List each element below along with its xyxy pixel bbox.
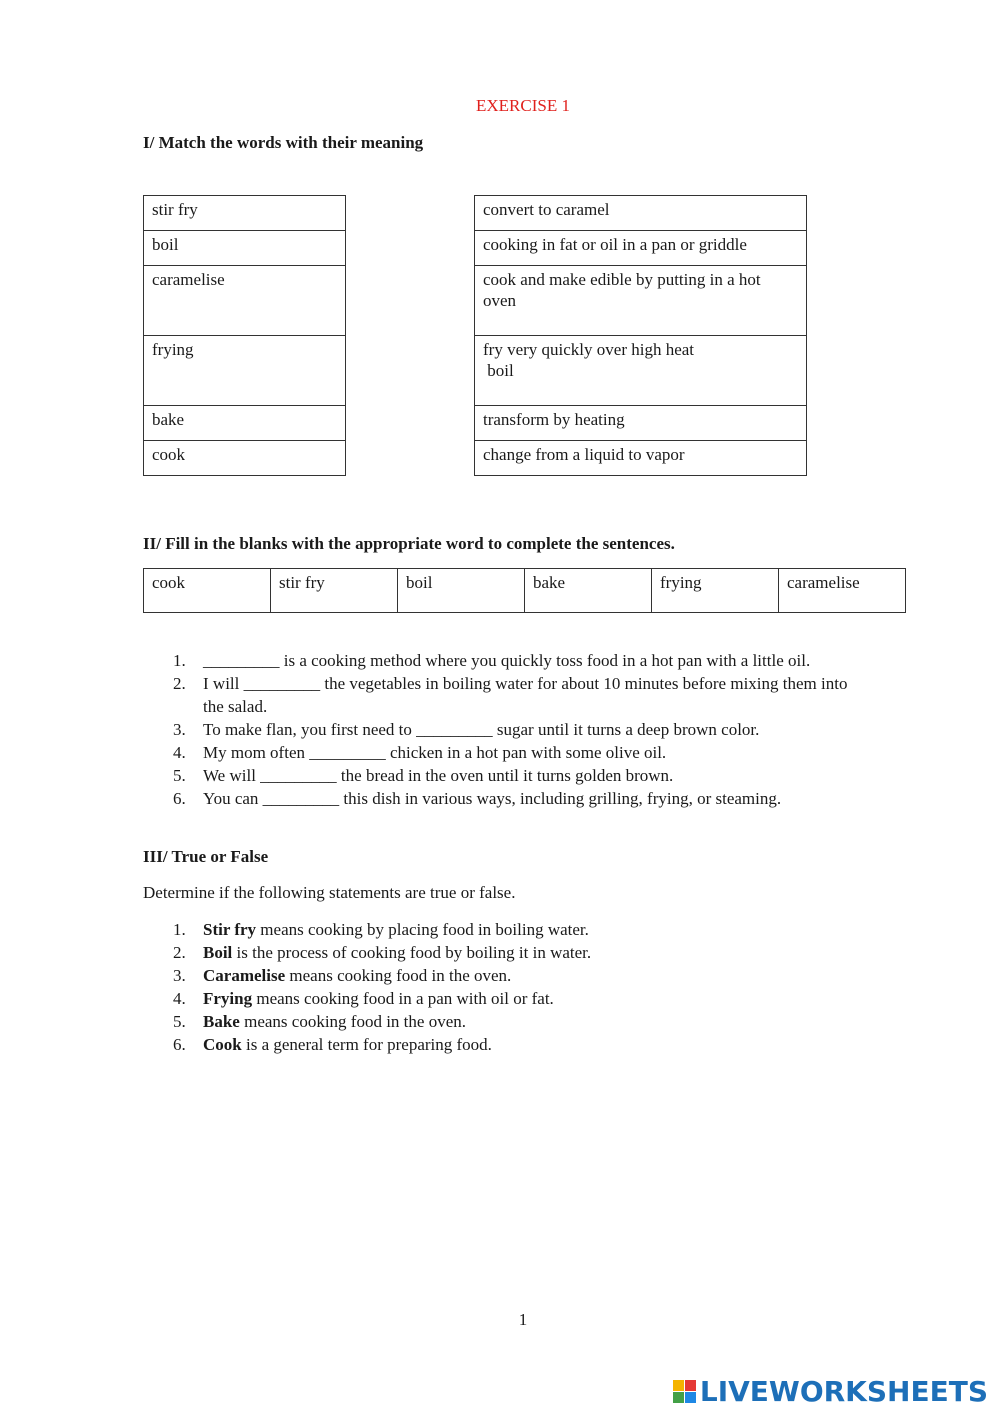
statement-term: Frying	[203, 989, 253, 1008]
word-bank-cell: boil	[398, 569, 525, 613]
liveworksheets-icon	[673, 1380, 696, 1403]
list-item	[143, 1010, 923, 1033]
sentence-text: My mom often _________ chicken in a hot pan with some olive oil.	[203, 743, 667, 762]
meaning-cell	[475, 266, 807, 336]
meaning-cell	[475, 336, 807, 406]
statement-term: Boil	[203, 943, 233, 962]
item-number: 4.	[173, 743, 186, 762]
list-item	[143, 941, 923, 964]
item-number: 2.	[173, 674, 186, 693]
logo-text: LIVEWORKSHEETS	[699, 1375, 988, 1408]
word-bank-table	[143, 568, 906, 613]
meaning-cell	[475, 406, 807, 441]
sentence-text: I will _________ the vegetables in boiling water for about 10 minutes before mixing them into	[203, 674, 848, 693]
statement-text: is the process of cooking food by boiling it in water.	[232, 943, 592, 962]
word-cell: stir fry	[144, 196, 346, 231]
logo-square	[673, 1380, 684, 1391]
statement-text: means cooking food in the oven.	[285, 966, 512, 985]
logo-square	[685, 1380, 696, 1391]
word-cell: boil	[144, 231, 346, 266]
sentence-text: _________ is a cooking method where you quickly toss food in a hot pan with a little oil.	[203, 651, 811, 670]
statement-term: Bake	[203, 1012, 240, 1031]
logo-square	[685, 1392, 696, 1403]
list-item	[143, 987, 923, 1010]
item-number: 4.	[173, 989, 186, 1008]
logo-square	[673, 1392, 684, 1403]
meaning-line: oven	[483, 291, 517, 310]
statement-text: is a general term for preparing food.	[241, 1035, 492, 1054]
meaning-line: fry very quickly over high heat	[483, 340, 695, 359]
sentence-text: the salad.	[203, 697, 268, 716]
statement-text: means cooking by placing food in boiling water.	[256, 920, 589, 939]
meaning-line: boil	[483, 361, 514, 380]
words-table	[143, 195, 346, 476]
word-bank-cell: caramelise	[779, 569, 906, 613]
list-item	[143, 649, 923, 672]
word-cell: caramelise	[144, 266, 346, 336]
list-item	[143, 718, 923, 741]
section3-instruction: Determine if the following statements are true or false.	[143, 883, 516, 902]
sentence-text: We will _________ the bread in the oven until it turns golden brown.	[203, 766, 674, 785]
meaning-cell	[475, 231, 807, 266]
meaning-line: cook and make edible by putting in a hot	[483, 270, 761, 289]
statement-text: means cooking food in the oven.	[239, 1012, 466, 1031]
list-item	[143, 787, 923, 810]
meaning-cell	[475, 441, 807, 476]
word-bank-cell: cook	[144, 569, 271, 613]
statement-text: means cooking food in a pan with oil or fat.	[252, 989, 554, 1008]
word-bank-cell: stir fry	[271, 569, 398, 613]
meanings-table	[474, 195, 807, 476]
sentence-text: To make flan, you first need to _________ sugar until it turns a deep brown color.	[203, 720, 760, 739]
section1-heading: I/ Match the words with their meaning	[143, 133, 424, 152]
list-item	[143, 741, 923, 764]
meaning-line: cooking in fat or oil in a pan or griddle	[483, 235, 747, 254]
word-cell: bake	[144, 406, 346, 441]
statement-term: Stir fry	[203, 920, 257, 939]
item-number: 5.	[173, 1012, 186, 1031]
word-cell: frying	[144, 336, 346, 406]
meaning-line: transform by heating	[483, 410, 625, 429]
item-number: 2.	[173, 943, 186, 962]
item-number: 1.	[173, 651, 186, 670]
word-bank-cell: bake	[525, 569, 652, 613]
fill-blank-list	[143, 649, 923, 810]
meaning-line: convert to caramel	[483, 200, 610, 219]
list-item	[143, 964, 923, 987]
page-number: 1	[518, 1310, 528, 1329]
section3-heading: III/ True or False	[143, 847, 269, 866]
liveworksheets-logo[interactable]	[673, 1375, 988, 1408]
exercise-title: EXERCISE 1	[476, 96, 570, 115]
list-item	[143, 764, 923, 787]
word-bank-cell: frying	[652, 569, 779, 613]
meaning-cell	[475, 196, 807, 231]
item-number: 3.	[173, 720, 186, 739]
word-cell: cook	[144, 441, 346, 476]
list-item	[143, 672, 923, 718]
statement-term: Caramelise	[203, 966, 286, 985]
meaning-line: change from a liquid to vapor	[483, 445, 685, 464]
true-false-list	[143, 918, 923, 1056]
item-number: 6.	[173, 1035, 186, 1054]
item-number: 1.	[173, 920, 186, 939]
section2-heading: II/ Fill in the blanks with the appropriate word to complete the sentences.	[143, 534, 675, 553]
item-number: 6.	[173, 789, 186, 808]
list-item	[143, 1033, 923, 1056]
list-item	[143, 918, 923, 941]
item-number: 5.	[173, 766, 186, 785]
statement-term: Cook	[203, 1035, 242, 1054]
sentence-text: You can _________ this dish in various ways, including grilling, frying, or steaming.	[203, 789, 782, 808]
item-number: 3.	[173, 966, 186, 985]
